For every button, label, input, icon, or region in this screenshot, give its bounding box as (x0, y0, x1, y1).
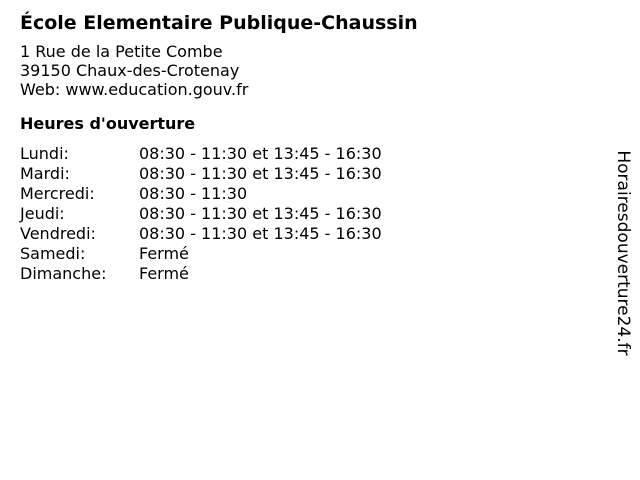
day-label: Lundi: (20, 144, 69, 163)
school-card (20, 10, 600, 284)
day-label: Mardi: (20, 164, 70, 183)
school-name: École Elementaire Publique-Chaussin (20, 12, 418, 34)
hours-row-thursday (20, 204, 600, 224)
day-hours: Fermé (139, 264, 189, 283)
hours-row-tuesday (20, 164, 600, 184)
hours-row-sunday (20, 264, 600, 284)
day-label: Dimanche: (20, 264, 107, 283)
address-street: 1 Rue de la Petite Combe (20, 42, 223, 61)
hours-row-friday (20, 224, 600, 244)
day-label: Samedi: (20, 244, 86, 263)
school-address (20, 42, 600, 99)
opening-hours-table (20, 144, 600, 284)
day-hours: 08:30 - 11:30 et 13:45 - 16:30 (139, 164, 382, 183)
day-label: Jeudi: (20, 204, 65, 223)
site-brand-vertical: Horairesdouverture24.fr (613, 150, 633, 356)
hours-row-saturday (20, 244, 600, 264)
address-city: 39150 Chaux-des-Crotenay (20, 61, 240, 80)
day-label: Vendredi: (20, 224, 96, 243)
opening-hours-heading: Heures d'ouverture (20, 114, 196, 133)
day-hours: 08:30 - 11:30 (139, 184, 248, 203)
hours-row-wednesday (20, 184, 600, 204)
day-label: Mercredi: (20, 184, 95, 203)
website-link[interactable]: Web: www.education.gouv.fr (20, 80, 249, 99)
day-hours: Fermé (139, 244, 189, 263)
day-hours: 08:30 - 11:30 et 13:45 - 16:30 (139, 204, 382, 223)
day-hours: 08:30 - 11:30 et 13:45 - 16:30 (139, 224, 382, 243)
day-hours: 08:30 - 11:30 et 13:45 - 16:30 (139, 144, 382, 163)
hours-row-monday (20, 144, 600, 164)
